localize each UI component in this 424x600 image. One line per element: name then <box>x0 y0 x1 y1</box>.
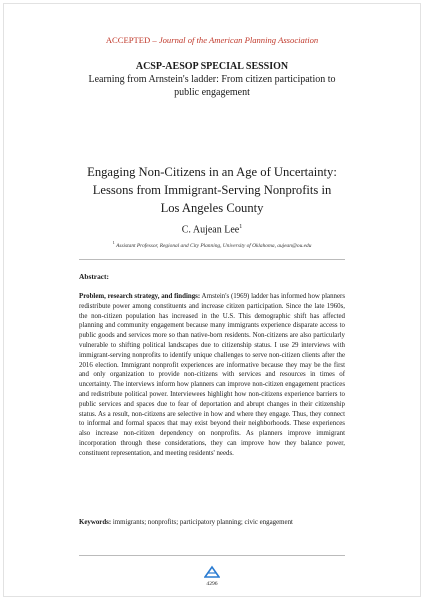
author-affiliation <box>0 240 424 249</box>
publisher-logo-icon <box>204 565 220 579</box>
author-name: C. Aujean Lee <box>181 224 240 236</box>
special-session-block <box>0 60 424 99</box>
affiliation-text: Assistant Professor, Regional and City Planning, University of Oklahoma, aujean@ou.edu <box>114 242 312 249</box>
acceptance-status: ACCEPTED <box>105 35 151 45</box>
author-affiliation-marker: 1 <box>239 224 243 230</box>
abstract-text: Arnstein's (1969) ladder has informed how planners redistribute power among constituents and increase citizen participation. Since the late 1960s, the non-citizen population has increased in the U.S. This demographic shift has affected planning and community engagement because many immigrants experience disparate access to public goods and services more so than native-born residents. Non-citizens are also particularly vulnerable to shifting political landscapes due to citizenship status. I use 29 interviews with immigrant-serving nonprofits to identify unique challenges to serve non-citizen clients after the 2016 election. Immigrant nonprofit experiences are informative because they may be the first and only organization to provide non-citizens with services and resources in times of uncertainty. The interviews inform how planners can improve non-citizen engagement practices and redistribute political power. Interviewees highlight how non-citizens experience barriers to public services and spaces due to fear of deportation and abrupt changes in their citizenship status. As a result, non-citizens are selective in how and where they engage. Thus, they connect to informal and formal spaces that may exist beyond their neighborhoods. These experiences also increase non-citizen dependency on nonprofits. As planners improve immigrant incorporation through these considerations, they can improve how they balance power, constituent representation, and meeting residents' needs. <box>79 293 346 457</box>
top-divider <box>79 259 345 260</box>
keywords-line <box>79 518 345 528</box>
session-title: ACSP-AESOP SPECIAL SESSION <box>135 61 289 72</box>
paper-title <box>60 163 364 217</box>
paper-title-line-3: Los Angeles County <box>160 201 264 215</box>
bottom-divider <box>79 555 345 556</box>
session-subtitle-line-1: Learning from Arnstein's ladder: From citizen participation to <box>88 74 336 85</box>
abstract-body <box>79 292 345 459</box>
keywords-label: Keywords: <box>79 519 112 526</box>
page-number: 4296 <box>206 581 218 587</box>
paper-title-line-2: Lessons from Immigrant-Serving Nonprofits in <box>92 183 332 197</box>
keywords-text: immigrants; nonprofits; participatory planning; civic engagement <box>111 519 293 526</box>
paper-title-line-1: Engaging Non-Citizens in an Age of Uncertainty: <box>87 165 337 179</box>
abstract-lead-in: Problem, research strategy, and findings: <box>79 293 201 300</box>
acceptance-header <box>0 35 424 45</box>
author-line <box>0 224 424 235</box>
affiliation-marker: 1 <box>112 240 115 245</box>
session-subtitle-line-2: public engagement <box>174 87 250 98</box>
header-separator: – <box>150 35 159 45</box>
journal-name: Journal of the American Planning Association <box>158 35 319 45</box>
abstract-heading: Abstract: <box>79 272 109 281</box>
